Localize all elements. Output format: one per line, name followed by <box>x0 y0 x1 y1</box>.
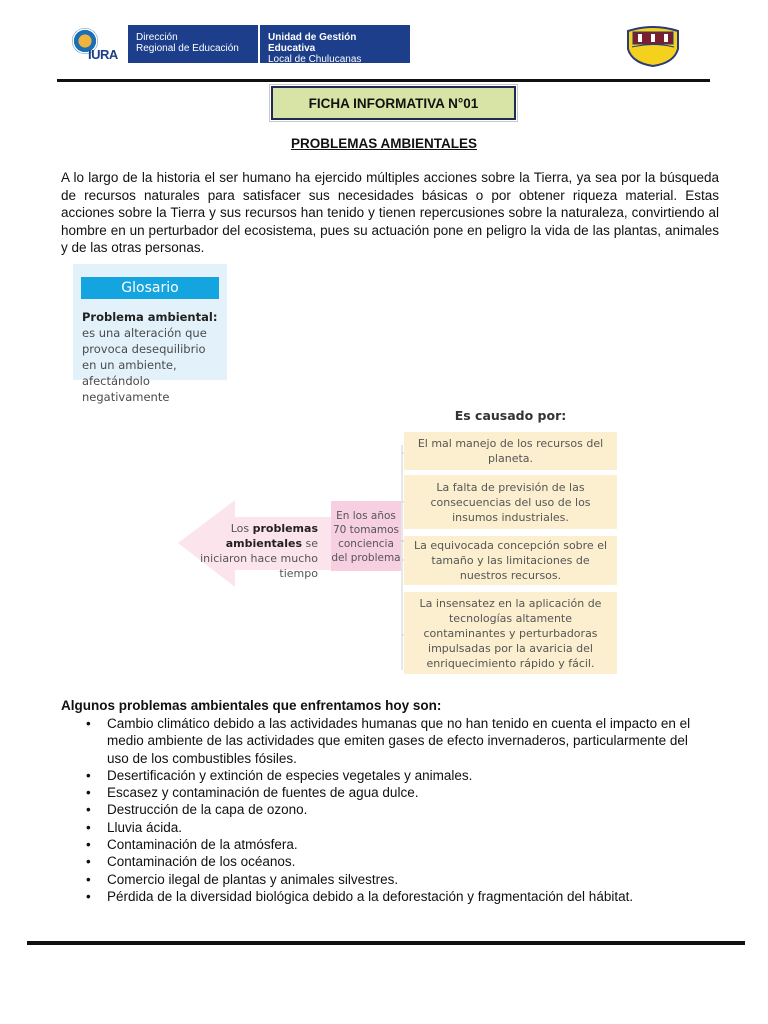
list-item-text: Contaminación de la atmósfera. <box>107 837 298 853</box>
page-title: PROBLEMAS AMBIENTALES <box>290 136 477 151</box>
list-item <box>83 767 713 784</box>
ficha-label-box <box>271 86 516 120</box>
bullet-icon: • <box>86 854 91 870</box>
glossary-heading: Glosario <box>81 277 219 299</box>
bullet-icon: • <box>86 802 91 818</box>
list-item <box>83 784 713 801</box>
dre-piura-logo <box>70 25 410 63</box>
ugel-label-box <box>260 25 410 63</box>
dre-label-box <box>128 25 258 63</box>
cause-box: La falta de previsión de las consecuencias del uso de los insumos industriales. <box>404 475 617 529</box>
list-item <box>83 715 713 767</box>
school-seal-logo <box>624 25 682 67</box>
ficha-label: FICHA INFORMATIVA N°01 <box>308 95 479 111</box>
years-box: En los años 70 tomamos conciencia del problema <box>331 501 401 571</box>
list-item-text: Lluvia ácida. <box>107 819 183 835</box>
dre-line2: Regional de Educación <box>136 43 239 54</box>
arrow-caption <box>200 521 318 581</box>
list-item <box>83 871 713 888</box>
header-divider <box>57 79 710 82</box>
problems-heading: Algunos problemas ambientales que enfrentamos hoy son: <box>61 698 442 713</box>
list-item <box>83 888 713 905</box>
list-item <box>83 836 713 853</box>
bullet-icon: • <box>86 819 91 835</box>
list-item-text: Comercio ilegal de plantas y animales silvestres. <box>107 871 399 887</box>
arrow-text-post: se iniciaron hace mucho tiempo <box>200 537 318 580</box>
arrow-text-bold: problemas ambientales <box>225 522 318 550</box>
cause-box: La insensatez en la aplicación de tecnologías altamente contaminantes y perturbadoras impulsadas por la avaricia del enriquecimiento rápido y fácil. <box>404 592 617 674</box>
intro-paragraph: A lo largo de la historia el ser humano ha ejercido múltiples acciones sobre la Tierra, ya sea por la búsqueda de recursos naturales para satisfacer sus necesidades básicas o por obtener riqueza material. Estas acciones sobre la Tierra y sus recursos han tenido y tienen repercusiones sobre la naturaleza, convirtiendo al hombre en un perturbador del ecosistema, pues su actuación pone en peligro la vida de las plantas, animales y de las otras personas. <box>61 170 719 255</box>
bullet-icon: • <box>86 716 91 731</box>
list-item <box>83 853 713 870</box>
list-item-text: Cambio climático debido a las actividades humanas que no han tenido en cuenta el impacto en el medio ambiente de las actividades que emiten gases de efecto invernaderos, particularmente del uso de los combustibles fósiles. <box>107 716 691 766</box>
arrow-text-pre: Los <box>230 522 253 535</box>
list-item <box>83 819 713 836</box>
cause-box: La equivocada concepción sobre el tamaño y las limitaciones de nuestros recursos. <box>404 536 617 585</box>
footer-divider <box>27 941 745 945</box>
glossary-definition <box>82 309 222 405</box>
ugel-line1: Unidad de Gestión Educativa <box>268 32 357 54</box>
problems-list <box>83 715 713 905</box>
ugel-line2: Local de Chulucanas <box>268 54 362 65</box>
bullet-icon: • <box>86 785 91 801</box>
glossary-definition-text: es una alteración que provoca desequilibrio en un ambiente, afectándolo negativamente <box>82 326 207 404</box>
gobierno-piura-logo <box>70 25 128 63</box>
list-item-text: Escasez y contaminación de fuentes de agua dulce. <box>107 785 419 801</box>
causes-heading: Es causado por: <box>454 408 567 423</box>
bullet-icon: • <box>86 888 91 904</box>
list-item-text: Pérdida de la diversidad biológica debido a la deforestación y fragmentación del hábitat. <box>107 888 634 904</box>
list-item-text: Destrucción de la capa de ozono. <box>107 802 308 818</box>
logo-word: IURA <box>88 47 118 62</box>
list-item-text: Desertificación y extinción de especies vegetales y animales. <box>107 767 473 783</box>
bullet-icon: • <box>86 767 91 783</box>
cause-box: El mal manejo de los recursos del planeta. <box>404 432 617 470</box>
list-item <box>83 801 713 818</box>
bullet-icon: • <box>86 871 91 887</box>
dre-line1: Dirección <box>136 32 178 43</box>
glossary-term: Problema ambiental: <box>82 310 218 324</box>
bullet-icon: • <box>86 837 91 853</box>
list-item-text: Contaminación de los océanos. <box>107 854 296 870</box>
